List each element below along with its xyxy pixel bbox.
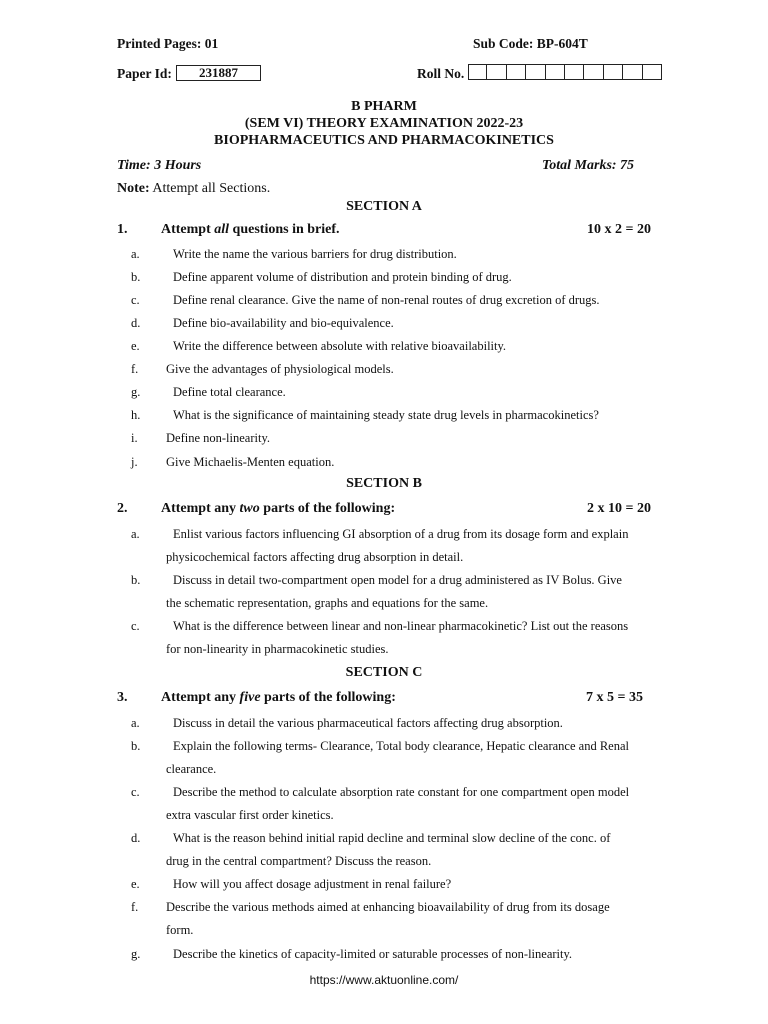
- question-3g-line1: Describe the kinetics of capacity-limited or saturable processes of non-linearity.: [173, 947, 573, 961]
- roll-no-box: [604, 64, 623, 80]
- item-letter: e.: [131, 339, 140, 353]
- item-letter: g.: [131, 385, 141, 399]
- roll-no-label: Roll No.: [417, 66, 465, 81]
- item-letter: g.: [131, 947, 141, 961]
- question-3c-line1: Describe the method to calculate absorption rate constant for one compartment open model: [173, 785, 630, 799]
- question-2b-line1: Discuss in detail two-compartment open model for a drug administered as IV Bolus. Give: [173, 573, 622, 587]
- section-a-title: SECTION A: [346, 199, 422, 214]
- item-letter: e.: [131, 877, 140, 891]
- paper-id-box: 231887: [176, 65, 261, 81]
- question-1i: Define non-linearity.: [166, 431, 271, 445]
- roll-no-box: [526, 64, 545, 80]
- item-letter: b.: [131, 573, 141, 587]
- question-3d-line1: What is the reason behind initial rapid decline and terminal slow decline of the conc. of: [173, 831, 611, 845]
- question-3d-line2: drug in the central compartment? Discuss the reason.: [166, 854, 432, 868]
- total-marks: Total Marks: 75: [542, 158, 635, 173]
- item-letter: a.: [131, 716, 140, 730]
- question-2-number: 2.: [117, 501, 128, 516]
- question-3f-line1: Describe the various methods aimed at enhancing bioavailability of drug from its dosage: [166, 900, 610, 914]
- question-3-instruction: Attempt any five parts of the following:: [161, 690, 396, 705]
- item-letter: f.: [131, 362, 139, 376]
- item-letter: a.: [131, 527, 140, 541]
- item-letter: c.: [131, 619, 140, 633]
- item-letter: b.: [131, 270, 141, 284]
- question-3b-line1: Explain the following terms- Clearance, Total body clearance, Hepatic clearance and Renal: [173, 739, 629, 753]
- item-letter: i.: [131, 431, 138, 445]
- roll-no-box: [623, 64, 642, 80]
- question-2-instruction: Attempt any two parts of the following:: [161, 501, 396, 516]
- roll-no-box: [565, 64, 584, 80]
- roll-no-box: [468, 64, 487, 80]
- roll-no-box: [546, 64, 565, 80]
- exam-title: (SEM VI) THEORY EXAMINATION 2022-23: [244, 116, 524, 131]
- question-1f: Give the advantages of physiological models.: [166, 362, 394, 376]
- note: [117, 181, 270, 197]
- roll-no-box: [643, 64, 662, 80]
- item-letter: d.: [131, 316, 141, 330]
- question-1a: Write the name the various barriers for drug distribution.: [173, 247, 457, 261]
- roll-no-box: [584, 64, 603, 80]
- sub-code: Sub Code: BP-604T: [473, 36, 588, 51]
- item-letter: j.: [131, 455, 138, 469]
- item-letter: c.: [131, 785, 140, 799]
- question-1h: What is the significance of maintaining steady state drug levels in pharmacokinetics?: [173, 408, 599, 422]
- item-letter: h.: [131, 408, 141, 422]
- question-2a-line1: Enlist various factors influencing GI absorption of a drug from its dosage form and explain: [173, 527, 629, 541]
- note-text: Attempt all Sections.: [152, 181, 271, 196]
- question-1-instruction: Attempt all questions in brief.: [161, 222, 340, 237]
- note-label: Note:: [117, 181, 150, 196]
- subject-title: BIOPHARMACEUTICS AND PHARMACOKINETICS: [214, 133, 554, 148]
- question-2c-line2: for non-linearity in pharmacokinetic studies.: [166, 642, 389, 656]
- item-letter: a.: [131, 247, 140, 261]
- question-3c-line2: extra vascular first order kinetics.: [166, 808, 334, 822]
- question-3-number: 3.: [117, 690, 128, 705]
- roll-no-box: [507, 64, 526, 80]
- question-1g: Define total clearance.: [173, 385, 286, 399]
- question-2a-line2: physicochemical factors affecting drug absorption in detail.: [166, 550, 464, 564]
- paper-id-label: Paper Id:: [117, 66, 172, 81]
- question-1-marks: 10 x 2 = 20: [587, 222, 651, 237]
- printed-pages: Printed Pages: 01: [117, 36, 219, 51]
- item-letter: c.: [131, 293, 140, 307]
- roll-no-boxes: [468, 64, 662, 80]
- roll-no-box: [487, 64, 506, 80]
- item-letter: b.: [131, 739, 141, 753]
- question-3-marks: 7 x 5 = 35: [586, 690, 643, 705]
- question-3f-line2: form.: [166, 923, 194, 937]
- item-letter: f.: [131, 900, 139, 914]
- question-3a-line1: Discuss in detail the various pharmaceutical factors affecting drug absorption.: [173, 716, 563, 730]
- question-1c: Define renal clearance. Give the name of non-renal routes of drug excretion of drugs.: [173, 293, 600, 307]
- course-title: B PHARM: [351, 99, 417, 114]
- question-3e-line1: How will you affect dosage adjustment in renal failure?: [173, 877, 452, 891]
- question-2-marks: 2 x 10 = 20: [587, 501, 651, 516]
- item-letter: d.: [131, 831, 141, 845]
- question-1j: Give Michaelis-Menten equation.: [166, 455, 335, 469]
- footer-url: https://www.aktuonline.com/: [309, 973, 459, 987]
- question-3b-line2: clearance.: [166, 762, 217, 776]
- question-2b-line2: the schematic representation, graphs and equations for the same.: [166, 596, 489, 610]
- question-1-number: 1.: [117, 222, 128, 237]
- question-1d: Define bio-availability and bio-equivalence.: [173, 316, 394, 330]
- question-1e: Write the difference between absolute with relative bioavailability.: [173, 339, 507, 353]
- question-1b: Define apparent volume of distribution and protein binding of drug.: [173, 270, 512, 284]
- question-2c-line1: What is the difference between linear and non-linear pharmacokinetic? List out the reasons: [173, 619, 629, 633]
- section-b-title: SECTION B: [346, 476, 422, 491]
- section-c-title: SECTION C: [345, 665, 423, 680]
- time-label: Time: 3 Hours: [117, 158, 202, 173]
